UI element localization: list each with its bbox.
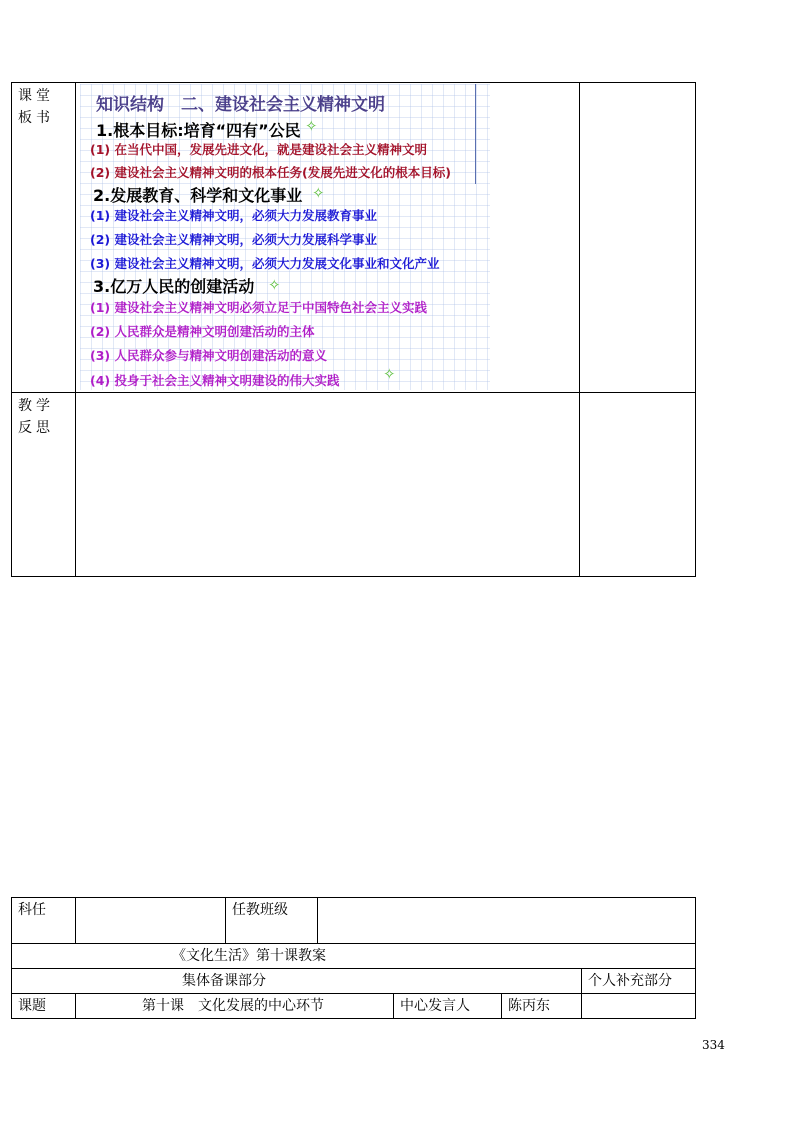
reflection-label: 教学反思 xyxy=(18,398,54,436)
board-item-blue-3: (3) 建设社会主义精神文明，必须大力发展文化事业和文化产业 xyxy=(90,256,440,271)
collective-cell xyxy=(12,969,582,994)
reflection-content-cell xyxy=(76,393,580,577)
board-item-red-2: (2) 建设社会主义精神文明的根本任务(发展先进文化的根本目标) xyxy=(90,165,451,180)
speaker-label-cell xyxy=(394,994,502,1019)
board-label-cell xyxy=(12,83,76,393)
personal-label: 个人补充部分 xyxy=(588,973,672,989)
sparkle-icon: ✧ xyxy=(305,117,318,135)
page-number: 334 xyxy=(702,1038,725,1052)
sparkle-icon: ✧ xyxy=(383,365,396,383)
topic-label-cell xyxy=(12,994,76,1019)
speaker-value-cell xyxy=(502,994,582,1019)
sparkle-icon: ✧ xyxy=(268,276,281,294)
board-notes-cell xyxy=(580,83,696,393)
speaker-label: 中心发言人 xyxy=(400,998,470,1014)
topic-value-cell xyxy=(76,994,394,1019)
board-item-blue-2: (2) 建设社会主义精神文明，必须大力发展科学事业 xyxy=(90,232,377,247)
subject-value-cell xyxy=(76,898,226,944)
lesson-title-cell xyxy=(12,944,696,969)
topic-value: 第十课 文化发展的中心环节 xyxy=(142,998,324,1014)
board-item-purple-3: (3) 人民群众参与精神文明创建活动的意义 xyxy=(90,348,327,363)
speaker-notes-cell xyxy=(582,994,696,1019)
board-item-blue-1: (1) 建设社会主义精神文明，必须大力发展教育事业 xyxy=(90,208,377,223)
reflection-notes-cell xyxy=(580,393,696,577)
board-heading-3: 3.亿万人民的创建活动 xyxy=(93,277,255,296)
board-item-red-1: (1) 在当代中国，发展先进文化，就是建设社会主义精神文明 xyxy=(90,142,427,157)
topic-label: 课题 xyxy=(18,998,46,1014)
class-label: 任教班级 xyxy=(232,902,288,918)
collective-label: 集体备课部分 xyxy=(182,973,266,989)
board-item-purple-2: (2) 人民群众是精神文明创建活动的主体 xyxy=(90,324,315,339)
board-heading-2: 2.发展教育、科学和文化事业 xyxy=(93,186,303,205)
lesson-title: 《文化生活》第十课教案 xyxy=(172,948,326,964)
subject-label: 科任 xyxy=(18,902,46,918)
sparkle-icon: ✧ xyxy=(312,184,325,202)
board-divider-line xyxy=(475,84,476,184)
board-item-purple-4: (4) 投身于社会主义精神文明建设的伟大实践 xyxy=(90,373,340,388)
board-title: 知识结构 二、建设社会主义精神文明 xyxy=(96,95,385,115)
class-value-cell xyxy=(318,898,696,944)
board-item-purple-1: (1) 建设社会主义精神文明必须立足于中国特色社会主义实践 xyxy=(90,300,427,315)
speaker-value: 陈丙东 xyxy=(508,998,550,1014)
subject-label-cell xyxy=(12,898,76,944)
board-label: 课堂板书 xyxy=(18,88,54,126)
lesson-plan-header-table xyxy=(11,897,696,1019)
board-heading-1: 1.根本目标:培育“四有”公民 xyxy=(96,121,301,140)
personal-cell xyxy=(582,969,696,994)
class-label-cell xyxy=(226,898,318,944)
reflection-label-cell xyxy=(12,393,76,577)
